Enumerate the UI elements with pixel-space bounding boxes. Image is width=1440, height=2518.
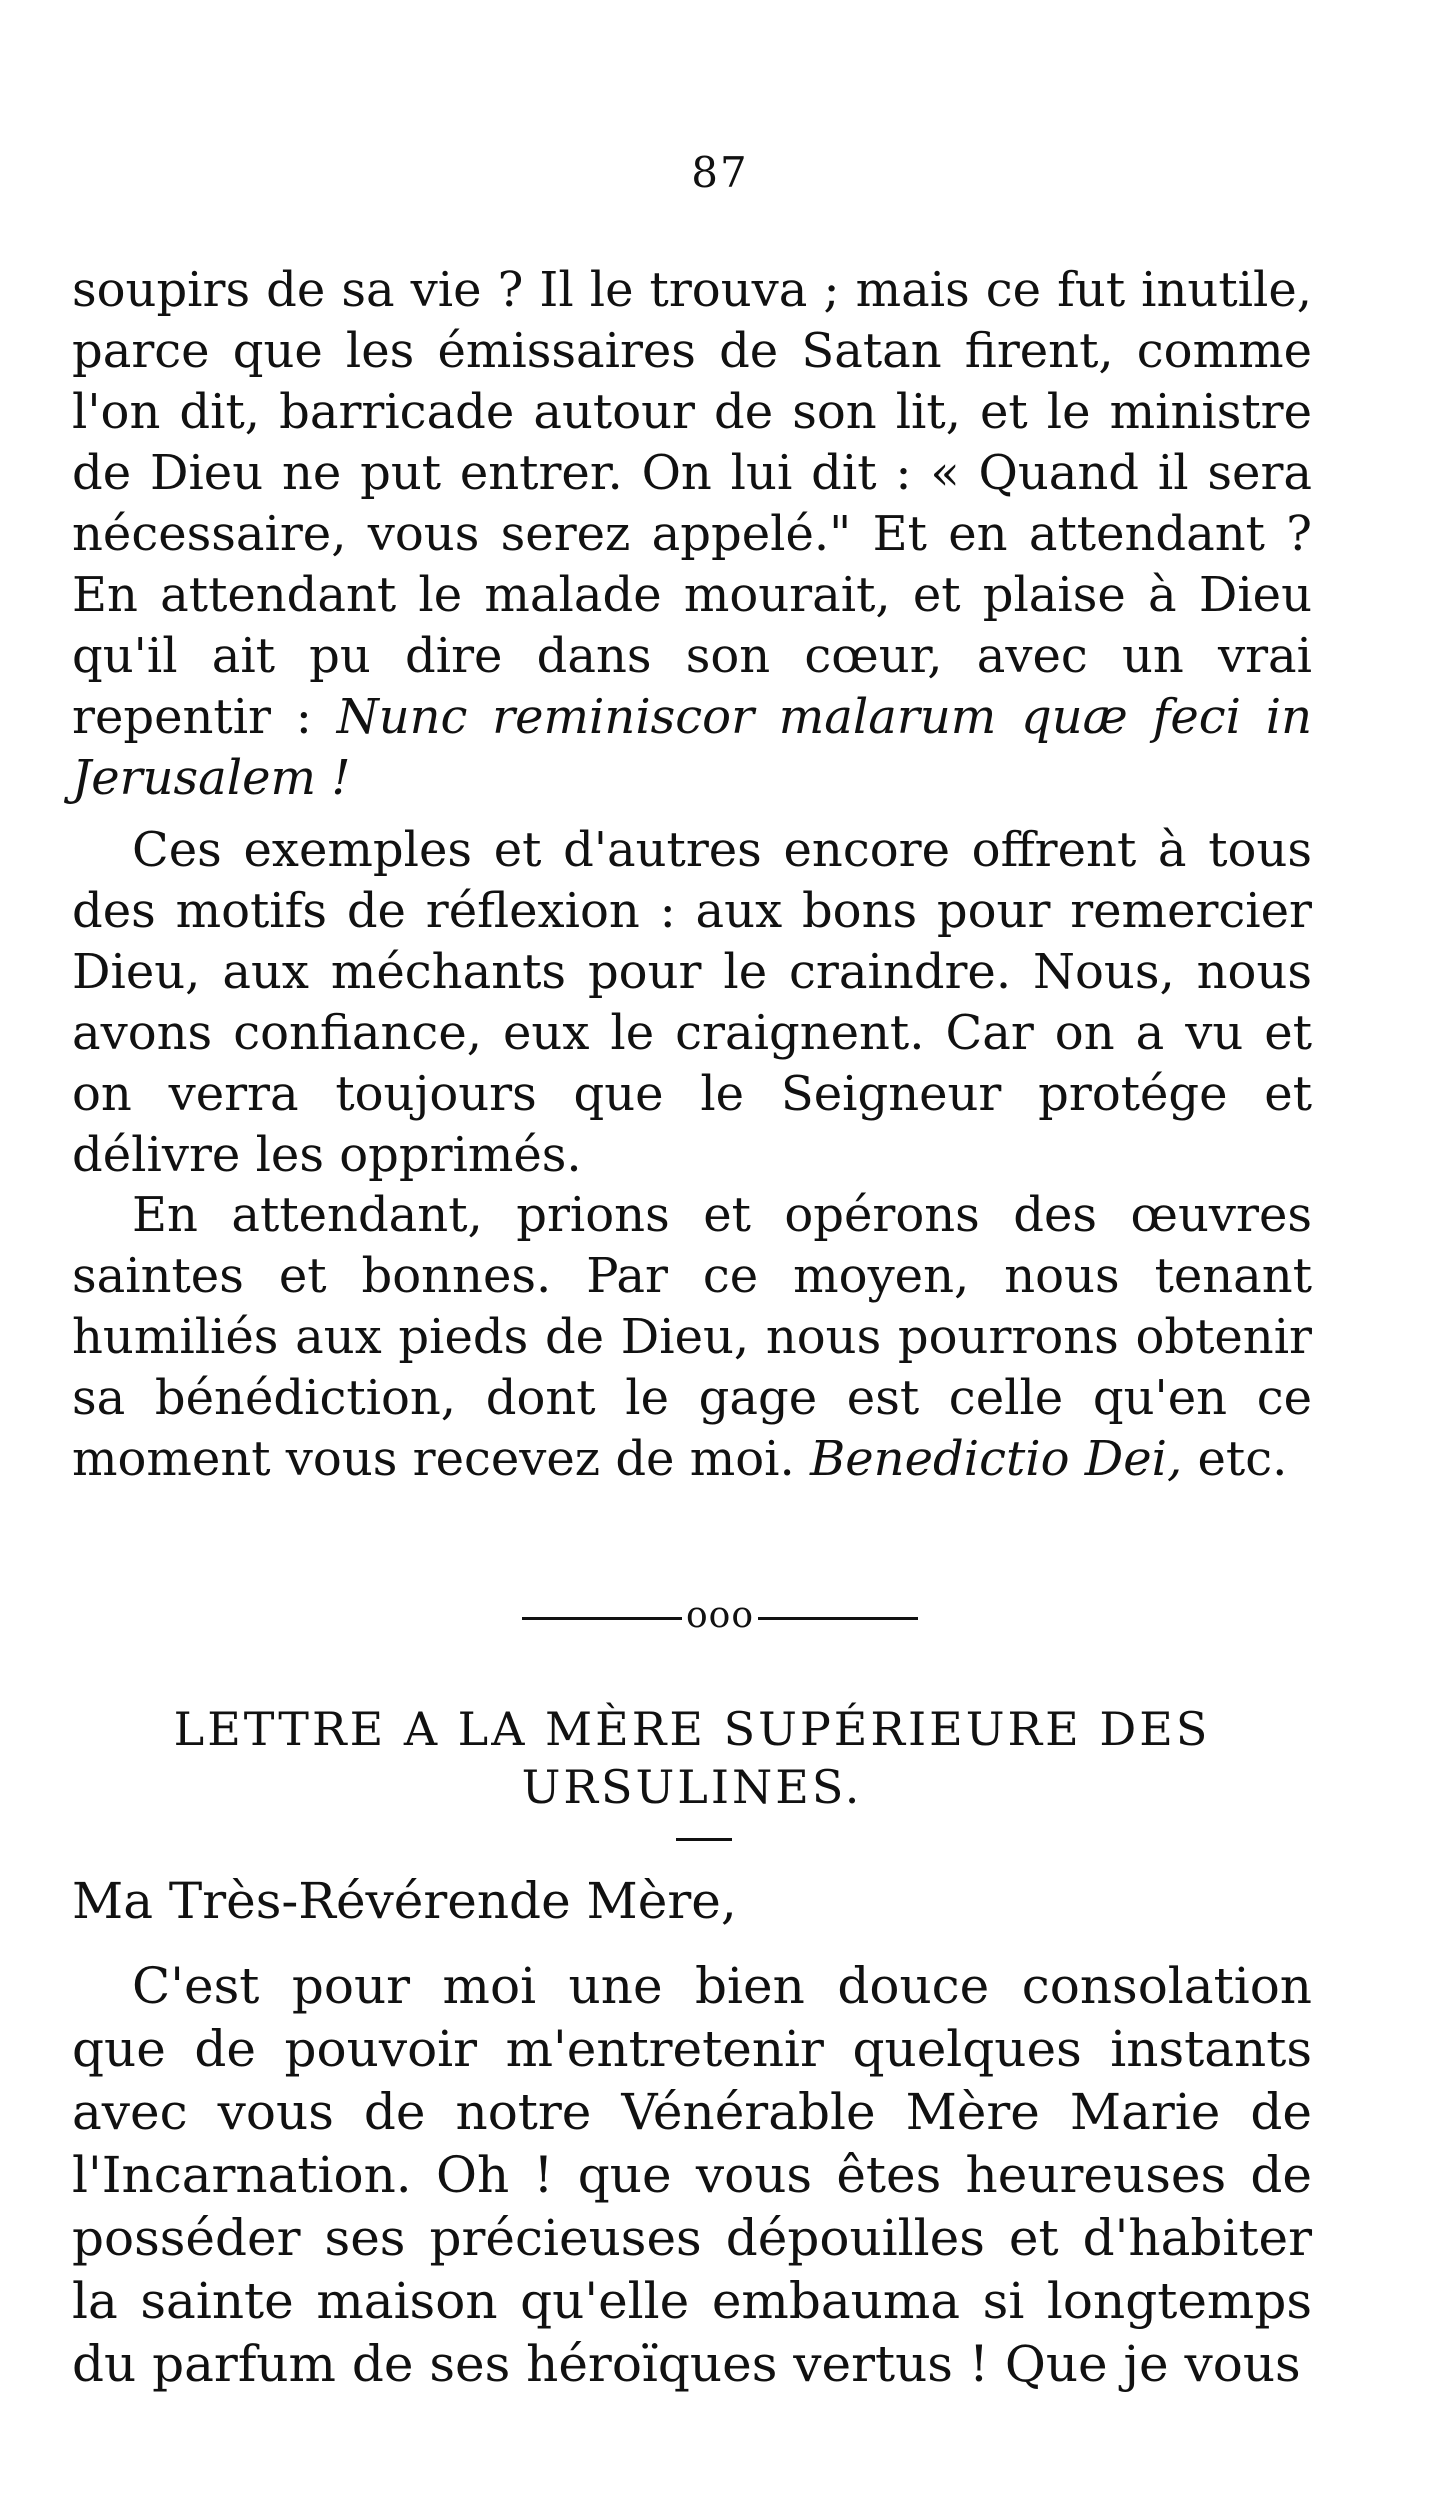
latin-quote-1: Nunc reminiscor malarum quæ feci in Jerusalem !: [72, 689, 1313, 806]
letter-body: C'est pour moi une bien douce consolation que de pouvoir m'entretenir quelques instants avec vous de notre Vénérable Mère Marie de l'Incarnation. Oh ! que vous êtes heureuses de posséder ses précieuses dépouilles et d'habiter la sainte maison qu'elle embauma si longtemps du parfum de ses héroïques vertus ! Que je vous: [72, 1957, 1312, 2393]
paragraph-3-end: etc.: [1182, 1431, 1288, 1487]
separator-line-right: [758, 1617, 918, 1620]
separator-text: ooo: [685, 1595, 755, 1636]
page-number: 87: [691, 148, 749, 197]
paragraph-1-text: soupirs de sa vie ? Il le trouva ; mais ce fut inutile, parce que les émissaires de Satan firent, comme l'on dit, barricade autour de son lit, et le ministre de Dieu ne put entrer. On lui dit : « Quand il sera nécessaire, vous serez appelé." Et en attendant ? En attendant le malade mourait, et plaise à Dieu qu'il ait pu dire dans son cœur, avec un vrai repentir :: [72, 262, 1312, 745]
paragraph-2-text: Ces exemples et d'autres encore offrent à tous des motifs de réflexion : aux bons pour remercier Dieu, aux méchants pour le craindre. Nous, nous avons confiance, eux le craignent. Car on a vu et on verra toujours que le Seigneur protége et délivre les opprimés.: [72, 822, 1312, 1183]
paragraph-3-text: En attendant, prions et opérons des œuvres saintes et bonnes. Par ce moyen, nous tenant humiliés aux pieds de Dieu, nous pourrons obtenir sa bénédiction, dont le gage est celle qu'en ce moment vous recevez de moi.: [72, 1187, 1312, 1487]
letter-salutation: Ma Très-Révérende Mère,: [72, 1872, 737, 1930]
latin-blessing: Benedictio Dei,: [810, 1431, 1183, 1487]
paragraph-1: [72, 260, 1312, 809]
separator-line-left: [522, 1617, 682, 1620]
letter-heading-line-2: URSULINES.: [521, 1760, 863, 1814]
letter-heading-line-1: LETTRE A LA MÈRE SUPÉRIEURE DES: [173, 1702, 1211, 1756]
paragraph-3: [72, 1185, 1312, 1490]
paragraph-2: [72, 820, 1312, 1186]
letter-heading: [72, 1700, 1312, 1816]
heading-dash: [676, 1838, 732, 1841]
section-separator: [0, 1595, 1440, 1636]
